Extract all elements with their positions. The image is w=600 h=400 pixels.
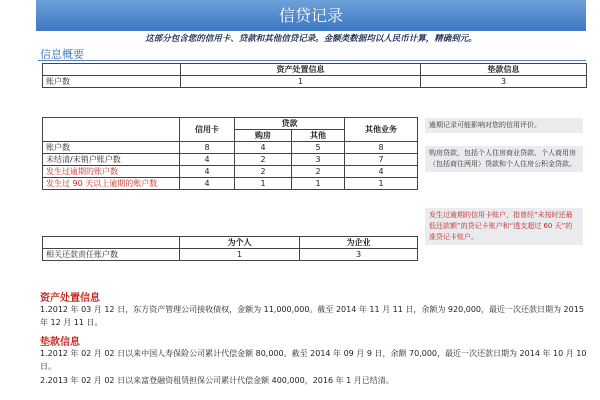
cell-credit-card: 4	[180, 178, 235, 190]
table2-corner	[43, 118, 180, 142]
table3-header-personal: 为个人	[180, 237, 300, 249]
cell-other-business: 8	[345, 142, 418, 154]
table2-header-other: 其他	[292, 130, 345, 142]
table2-header-other-business: 其他业务	[345, 118, 418, 142]
cell-other-business: 4	[345, 166, 418, 178]
advance-item: 2.2013 年 02 月 02 日以来富登融资租赁担保公司累计代偿金额 400,000，2016 年 1 月已结清。	[40, 376, 394, 385]
table-row	[43, 142, 418, 154]
advance-item: 1.2012 年 02 月 02 日以来中国人寿保险公司累计代偿金额 80,000。截至 2014 年 09 月 9 日，余额 70,000，最近一次还款日期为 2014 年 10 月 10 日。	[40, 349, 587, 371]
section-subtitle: 这部分包含您的信用卡、贷款和其他信贷记录。金额类数据均以人民币计算，精确到元。	[145, 34, 477, 44]
table1-row-label: 账户数	[43, 76, 181, 88]
section-banner: 信贷记录	[36, 0, 586, 31]
table2-header-credit-card: 信用卡	[180, 118, 235, 142]
cell-other-business: 7	[345, 154, 418, 166]
table1-corner	[43, 64, 181, 76]
cell-housing: 2	[235, 154, 292, 166]
cell-other: 2	[292, 166, 345, 178]
note-overdue-card: 发生过逾期的信用卡账户，指曾经“未按时还最低还款额”的贷记卡账户和“透支超过 60 天”的准贷记卡账户。	[425, 208, 583, 245]
cell-other: 3	[292, 154, 345, 166]
overview-rule	[38, 60, 586, 61]
cell-other: 5	[292, 142, 345, 154]
table1-asset-value: 1	[181, 76, 421, 88]
cell-housing: 4	[235, 142, 292, 154]
cell-housing: 1	[235, 178, 292, 190]
table1-header-asset: 资产处置信息	[181, 64, 421, 76]
table-row	[43, 154, 418, 166]
table3-enterprise-value: 3	[300, 249, 418, 261]
row-label: 发生过 90 天以上逾期的账户数	[43, 178, 180, 190]
asset-advance-table	[42, 63, 587, 88]
overview-title: 信息概要	[40, 48, 84, 61]
cell-housing: 2	[235, 166, 292, 178]
cell-other-business: 1	[345, 178, 418, 190]
row-label: 未结清/未销户账户数	[43, 154, 180, 166]
cell-credit-card: 4	[180, 166, 235, 178]
note-overdue: 逾期记录可能影响对您的信用评价。	[425, 118, 583, 133]
table3-header-enterprise: 为企业	[300, 237, 418, 249]
repayment-responsibility-table	[42, 236, 418, 261]
asset-disposal-item: 1.2012 年 03 月 12 日，东方资产管理公司接收债权，金额为 11,000,000。截至 2014 年 11 月 11 日，余额为 920,000，最近一次还款日期为 2015 年 12 月 11 日。	[40, 305, 584, 327]
asset-disposal-title: 资产处置信息	[40, 293, 100, 304]
cell-credit-card: 8	[180, 142, 235, 154]
table3-row-label: 相关还款责任账户数	[43, 249, 180, 261]
advance-title: 垫款信息	[40, 337, 80, 348]
row-label: 账户数	[43, 142, 180, 154]
note-housing-loan: 购房贷款，包括个人住房商业贷款、个人商用房（包括商住两用）贷款和个人住房公积金贷款。	[425, 146, 583, 172]
accounts-summary-table	[42, 117, 418, 190]
table3-personal-value: 1	[180, 249, 300, 261]
table3-corner	[43, 237, 180, 249]
row-label: 发生过逾期的账户数	[43, 166, 180, 178]
cell-other: 1	[292, 178, 345, 190]
table1-advance-value: 3	[421, 76, 587, 88]
table2-header-housing: 购房	[235, 130, 292, 142]
table-row	[43, 166, 418, 178]
cell-credit-card: 4	[180, 154, 235, 166]
table-row	[43, 178, 418, 190]
table1-header-advance: 垫款信息	[421, 64, 587, 76]
table2-header-loan: 贷款	[235, 118, 345, 130]
